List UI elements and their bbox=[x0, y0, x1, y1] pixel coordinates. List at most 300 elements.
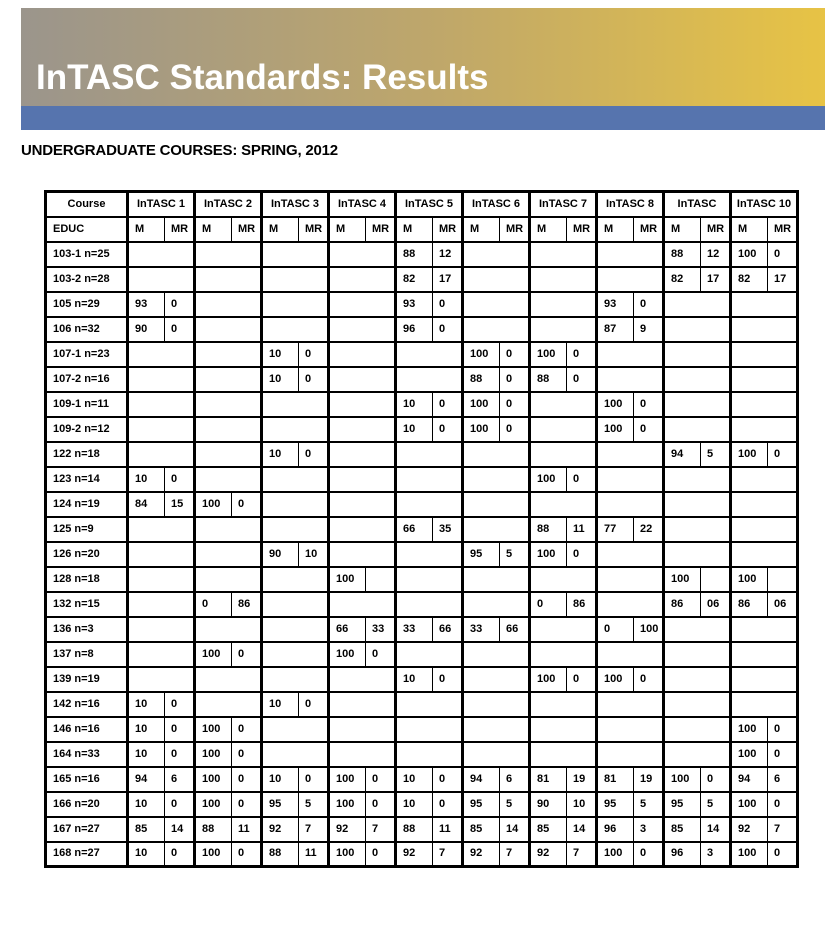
m-cell: 100 bbox=[597, 667, 634, 692]
empty-cell bbox=[463, 467, 530, 492]
page-title: InTASC Standards: Results bbox=[36, 58, 489, 97]
mr-cell bbox=[768, 567, 798, 592]
empty-cell bbox=[329, 417, 396, 442]
m-cell: 94 bbox=[128, 767, 165, 792]
empty-cell bbox=[530, 317, 597, 342]
mr-cell: 11 bbox=[232, 817, 262, 842]
empty-cell bbox=[195, 342, 262, 367]
empty-cell bbox=[597, 492, 664, 517]
empty-cell bbox=[597, 442, 664, 467]
course-cell: 168 n=27 bbox=[46, 842, 128, 867]
mr-subheader: MR bbox=[299, 217, 329, 242]
course-cell: 125 n=9 bbox=[46, 517, 128, 542]
course-cell: 103-2 n=28 bbox=[46, 267, 128, 292]
mr-cell: 0 bbox=[165, 292, 195, 317]
table-row bbox=[46, 792, 798, 817]
table-row bbox=[46, 417, 798, 442]
empty-cell bbox=[195, 617, 262, 642]
mr-cell: 6 bbox=[500, 767, 530, 792]
header-row-groups bbox=[46, 192, 798, 217]
m-cell: 96 bbox=[396, 317, 433, 342]
mr-cell: 06 bbox=[768, 592, 798, 617]
empty-cell bbox=[731, 667, 798, 692]
empty-cell bbox=[262, 492, 329, 517]
empty-cell bbox=[664, 292, 731, 317]
mr-cell: 7 bbox=[433, 842, 463, 867]
empty-cell bbox=[530, 417, 597, 442]
course-cell: 109-2 n=12 bbox=[46, 417, 128, 442]
mr-subheader: MR bbox=[165, 217, 195, 242]
table-row bbox=[46, 542, 798, 567]
m-cell: 10 bbox=[262, 342, 299, 367]
mr-cell: 0 bbox=[232, 492, 262, 517]
course-cell: 139 n=19 bbox=[46, 667, 128, 692]
m-cell: 94 bbox=[731, 767, 768, 792]
empty-cell bbox=[664, 342, 731, 367]
m-cell: 100 bbox=[195, 767, 232, 792]
m-cell: 100 bbox=[195, 642, 232, 667]
m-cell: 100 bbox=[731, 792, 768, 817]
m-cell: 10 bbox=[262, 367, 299, 392]
m-cell: 92 bbox=[262, 817, 299, 842]
empty-cell bbox=[463, 292, 530, 317]
mr-cell: 11 bbox=[299, 842, 329, 867]
empty-cell bbox=[195, 267, 262, 292]
empty-cell bbox=[463, 517, 530, 542]
mr-cell: 0 bbox=[768, 442, 798, 467]
m-cell: 100 bbox=[329, 842, 366, 867]
empty-cell bbox=[664, 467, 731, 492]
empty-cell bbox=[731, 492, 798, 517]
empty-cell bbox=[597, 542, 664, 567]
empty-cell bbox=[329, 717, 396, 742]
empty-cell bbox=[396, 742, 463, 767]
m-cell: 93 bbox=[597, 292, 634, 317]
empty-cell bbox=[664, 717, 731, 742]
table-row bbox=[46, 642, 798, 667]
table-row bbox=[46, 317, 798, 342]
empty-cell bbox=[664, 367, 731, 392]
mr-cell: 0 bbox=[768, 717, 798, 742]
mr-cell: 100 bbox=[634, 617, 664, 642]
empty-cell bbox=[262, 267, 329, 292]
mr-cell: 0 bbox=[634, 392, 664, 417]
banner-accent-bar bbox=[21, 106, 825, 130]
mr-cell: 9 bbox=[634, 317, 664, 342]
empty-cell bbox=[195, 517, 262, 542]
mr-cell: 0 bbox=[165, 717, 195, 742]
mr-cell: 0 bbox=[299, 367, 329, 392]
group-header: InTASC 5 bbox=[396, 192, 463, 217]
mr-cell: 0 bbox=[567, 467, 597, 492]
mr-cell: 0 bbox=[768, 742, 798, 767]
mr-cell: 14 bbox=[500, 817, 530, 842]
empty-cell bbox=[664, 642, 731, 667]
mr-cell: 66 bbox=[500, 617, 530, 642]
mr-cell: 19 bbox=[634, 767, 664, 792]
empty-cell bbox=[597, 342, 664, 367]
empty-cell bbox=[329, 292, 396, 317]
empty-cell bbox=[329, 542, 396, 567]
course-cell: 166 n=20 bbox=[46, 792, 128, 817]
m-cell: 100 bbox=[463, 342, 500, 367]
empty-cell bbox=[664, 492, 731, 517]
table-row bbox=[46, 442, 798, 467]
m-subheader: M bbox=[731, 217, 768, 242]
empty-cell bbox=[195, 667, 262, 692]
empty-cell bbox=[731, 467, 798, 492]
empty-cell bbox=[396, 367, 463, 392]
mr-subheader: MR bbox=[768, 217, 798, 242]
mr-cell: 5 bbox=[701, 442, 731, 467]
m-cell: 100 bbox=[597, 842, 634, 867]
empty-cell bbox=[597, 592, 664, 617]
mr-cell: 35 bbox=[433, 517, 463, 542]
m-cell: 10 bbox=[396, 392, 433, 417]
m-cell: 85 bbox=[463, 817, 500, 842]
course-subheader: EDUC bbox=[46, 217, 128, 242]
mr-cell: 10 bbox=[567, 792, 597, 817]
empty-cell bbox=[128, 517, 195, 542]
table-row bbox=[46, 342, 798, 367]
mr-cell bbox=[701, 567, 731, 592]
m-cell: 10 bbox=[128, 692, 165, 717]
empty-cell bbox=[731, 342, 798, 367]
empty-cell bbox=[329, 667, 396, 692]
header-row-subcolumns bbox=[46, 217, 798, 242]
course-cell: 123 n=14 bbox=[46, 467, 128, 492]
m-cell: 95 bbox=[262, 792, 299, 817]
empty-cell bbox=[731, 617, 798, 642]
mr-cell: 6 bbox=[768, 767, 798, 792]
m-cell: 95 bbox=[597, 792, 634, 817]
m-cell: 92 bbox=[530, 842, 567, 867]
m-cell: 85 bbox=[530, 817, 567, 842]
empty-cell bbox=[530, 292, 597, 317]
mr-cell: 0 bbox=[232, 717, 262, 742]
m-subheader: M bbox=[396, 217, 433, 242]
mr-cell: 7 bbox=[567, 842, 597, 867]
m-cell: 10 bbox=[128, 842, 165, 867]
empty-cell bbox=[664, 742, 731, 767]
m-cell: 82 bbox=[664, 267, 701, 292]
mr-cell: 0 bbox=[567, 667, 597, 692]
empty-cell bbox=[128, 592, 195, 617]
m-subheader: M bbox=[329, 217, 366, 242]
mr-cell: 0 bbox=[567, 342, 597, 367]
m-cell: 100 bbox=[597, 392, 634, 417]
m-cell: 100 bbox=[329, 642, 366, 667]
empty-cell bbox=[530, 492, 597, 517]
group-header: InTASC bbox=[664, 192, 731, 217]
empty-cell bbox=[128, 617, 195, 642]
m-cell: 93 bbox=[396, 292, 433, 317]
course-cell: 124 n=19 bbox=[46, 492, 128, 517]
empty-cell bbox=[195, 467, 262, 492]
empty-cell bbox=[530, 642, 597, 667]
empty-cell bbox=[195, 442, 262, 467]
m-cell: 88 bbox=[396, 817, 433, 842]
table-row bbox=[46, 817, 798, 842]
mr-cell: 33 bbox=[366, 617, 396, 642]
m-cell: 92 bbox=[396, 842, 433, 867]
course-cell: 132 n=15 bbox=[46, 592, 128, 617]
mr-cell: 5 bbox=[299, 792, 329, 817]
empty-cell bbox=[597, 567, 664, 592]
m-cell: 10 bbox=[128, 742, 165, 767]
course-cell: 107-1 n=23 bbox=[46, 342, 128, 367]
mr-subheader: MR bbox=[634, 217, 664, 242]
empty-cell bbox=[597, 642, 664, 667]
m-cell: 92 bbox=[329, 817, 366, 842]
empty-cell bbox=[463, 267, 530, 292]
mr-cell: 11 bbox=[567, 517, 597, 542]
mr-cell: 0 bbox=[634, 417, 664, 442]
m-cell: 96 bbox=[597, 817, 634, 842]
table-row bbox=[46, 467, 798, 492]
empty-cell bbox=[128, 442, 195, 467]
empty-cell bbox=[396, 542, 463, 567]
mr-cell: 12 bbox=[433, 242, 463, 267]
mr-cell bbox=[366, 567, 396, 592]
empty-cell bbox=[329, 267, 396, 292]
m-cell: 88 bbox=[664, 242, 701, 267]
m-cell: 100 bbox=[731, 242, 768, 267]
mr-cell: 5 bbox=[500, 542, 530, 567]
mr-cell: 0 bbox=[366, 792, 396, 817]
empty-cell bbox=[262, 417, 329, 442]
mr-cell: 17 bbox=[768, 267, 798, 292]
empty-cell bbox=[262, 392, 329, 417]
m-cell: 92 bbox=[463, 842, 500, 867]
empty-cell bbox=[396, 467, 463, 492]
course-cell: 103-1 n=25 bbox=[46, 242, 128, 267]
mr-cell: 86 bbox=[232, 592, 262, 617]
m-cell: 100 bbox=[731, 742, 768, 767]
mr-cell: 0 bbox=[232, 842, 262, 867]
m-subheader: M bbox=[262, 217, 299, 242]
m-cell: 10 bbox=[262, 442, 299, 467]
course-cell: 126 n=20 bbox=[46, 542, 128, 567]
mr-cell: 10 bbox=[299, 542, 329, 567]
empty-cell bbox=[463, 692, 530, 717]
m-cell: 88 bbox=[530, 517, 567, 542]
empty-cell bbox=[463, 442, 530, 467]
mr-cell: 0 bbox=[567, 367, 597, 392]
empty-cell bbox=[329, 367, 396, 392]
mr-cell: 7 bbox=[366, 817, 396, 842]
table-row bbox=[46, 742, 798, 767]
empty-cell bbox=[128, 667, 195, 692]
m-cell: 94 bbox=[463, 767, 500, 792]
mr-cell: 14 bbox=[567, 817, 597, 842]
mr-cell: 0 bbox=[366, 642, 396, 667]
mr-cell: 66 bbox=[433, 617, 463, 642]
empty-cell bbox=[664, 542, 731, 567]
m-cell: 100 bbox=[463, 392, 500, 417]
m-cell: 100 bbox=[664, 767, 701, 792]
m-subheader: M bbox=[664, 217, 701, 242]
empty-cell bbox=[664, 417, 731, 442]
group-header: InTASC 1 bbox=[128, 192, 195, 217]
empty-cell bbox=[597, 267, 664, 292]
empty-cell bbox=[128, 642, 195, 667]
empty-cell bbox=[396, 592, 463, 617]
mr-cell: 0 bbox=[500, 417, 530, 442]
m-cell: 93 bbox=[128, 292, 165, 317]
m-cell: 100 bbox=[195, 792, 232, 817]
table-row bbox=[46, 492, 798, 517]
group-header: InTASC 3 bbox=[262, 192, 329, 217]
m-cell: 100 bbox=[329, 792, 366, 817]
m-cell: 10 bbox=[262, 692, 299, 717]
course-cell: 146 n=16 bbox=[46, 717, 128, 742]
group-header: InTASC 4 bbox=[329, 192, 396, 217]
mr-cell: 0 bbox=[768, 242, 798, 267]
m-cell: 100 bbox=[731, 717, 768, 742]
m-cell: 100 bbox=[195, 842, 232, 867]
empty-cell bbox=[463, 667, 530, 692]
mr-cell: 7 bbox=[768, 817, 798, 842]
course-cell: 164 n=33 bbox=[46, 742, 128, 767]
empty-cell bbox=[396, 342, 463, 367]
m-cell: 88 bbox=[396, 242, 433, 267]
empty-cell bbox=[329, 242, 396, 267]
mr-cell: 5 bbox=[701, 792, 731, 817]
mr-cell: 0 bbox=[500, 392, 530, 417]
empty-cell bbox=[731, 292, 798, 317]
mr-cell: 5 bbox=[500, 792, 530, 817]
empty-cell bbox=[329, 317, 396, 342]
empty-cell bbox=[463, 742, 530, 767]
mr-cell: 6 bbox=[165, 767, 195, 792]
empty-cell bbox=[731, 367, 798, 392]
m-cell: 66 bbox=[396, 517, 433, 542]
m-cell: 88 bbox=[463, 367, 500, 392]
empty-cell bbox=[128, 342, 195, 367]
mr-cell: 0 bbox=[433, 317, 463, 342]
m-cell: 0 bbox=[195, 592, 232, 617]
m-cell: 95 bbox=[463, 542, 500, 567]
mr-cell: 14 bbox=[701, 817, 731, 842]
mr-cell: 0 bbox=[299, 442, 329, 467]
mr-cell: 0 bbox=[433, 417, 463, 442]
table-row bbox=[46, 567, 798, 592]
mr-cell: 0 bbox=[232, 642, 262, 667]
empty-cell bbox=[396, 442, 463, 467]
mr-cell: 0 bbox=[299, 692, 329, 717]
results-table-head bbox=[46, 192, 798, 242]
course-cell: 128 n=18 bbox=[46, 567, 128, 592]
mr-cell: 86 bbox=[567, 592, 597, 617]
mr-cell: 0 bbox=[500, 342, 530, 367]
m-cell: 100 bbox=[664, 567, 701, 592]
course-cell: 107-2 n=16 bbox=[46, 367, 128, 392]
mr-cell: 0 bbox=[634, 842, 664, 867]
mr-cell: 0 bbox=[232, 742, 262, 767]
empty-cell bbox=[195, 542, 262, 567]
empty-cell bbox=[597, 717, 664, 742]
course-cell: 106 n=32 bbox=[46, 317, 128, 342]
empty-cell bbox=[664, 392, 731, 417]
empty-cell bbox=[329, 692, 396, 717]
empty-cell bbox=[731, 417, 798, 442]
empty-cell bbox=[463, 717, 530, 742]
m-cell: 100 bbox=[530, 342, 567, 367]
empty-cell bbox=[396, 567, 463, 592]
empty-cell bbox=[731, 692, 798, 717]
mr-cell: 14 bbox=[165, 817, 195, 842]
mr-cell: 19 bbox=[567, 767, 597, 792]
empty-cell bbox=[128, 567, 195, 592]
empty-cell bbox=[329, 592, 396, 617]
table-row bbox=[46, 767, 798, 792]
mr-cell: 0 bbox=[567, 542, 597, 567]
course-column-header: Course bbox=[67, 197, 106, 210]
empty-cell bbox=[530, 567, 597, 592]
mr-cell: 0 bbox=[366, 842, 396, 867]
empty-cell bbox=[262, 317, 329, 342]
mr-cell: 0 bbox=[433, 667, 463, 692]
mr-cell: 06 bbox=[701, 592, 731, 617]
empty-cell bbox=[195, 367, 262, 392]
empty-cell bbox=[128, 242, 195, 267]
empty-cell bbox=[195, 292, 262, 317]
table-row bbox=[46, 717, 798, 742]
mr-cell: 0 bbox=[165, 742, 195, 767]
mr-subheader: MR bbox=[232, 217, 262, 242]
m-cell: 10 bbox=[396, 792, 433, 817]
m-cell: 100 bbox=[195, 717, 232, 742]
empty-cell bbox=[463, 317, 530, 342]
empty-cell bbox=[396, 717, 463, 742]
m-cell: 10 bbox=[128, 792, 165, 817]
m-cell: 0 bbox=[530, 592, 567, 617]
m-cell: 100 bbox=[463, 417, 500, 442]
course-cell: 142 n=16 bbox=[46, 692, 128, 717]
empty-cell bbox=[731, 542, 798, 567]
m-cell: 88 bbox=[530, 367, 567, 392]
empty-cell bbox=[664, 692, 731, 717]
empty-cell bbox=[195, 692, 262, 717]
m-subheader: M bbox=[530, 217, 567, 242]
m-cell: 33 bbox=[396, 617, 433, 642]
m-cell: 100 bbox=[530, 667, 567, 692]
results-table bbox=[44, 190, 799, 868]
mr-cell: 7 bbox=[299, 817, 329, 842]
empty-cell bbox=[463, 492, 530, 517]
m-cell: 85 bbox=[128, 817, 165, 842]
course-cell: 167 n=27 bbox=[46, 817, 128, 842]
mr-cell: 15 bbox=[165, 492, 195, 517]
empty-cell bbox=[128, 267, 195, 292]
m-subheader: M bbox=[463, 217, 500, 242]
m-cell: 100 bbox=[195, 492, 232, 517]
course-cell: 137 n=8 bbox=[46, 642, 128, 667]
group-header: InTASC 10 bbox=[731, 192, 798, 217]
empty-cell bbox=[530, 692, 597, 717]
empty-cell bbox=[731, 642, 798, 667]
empty-cell bbox=[463, 642, 530, 667]
empty-cell bbox=[664, 517, 731, 542]
title-banner bbox=[21, 8, 825, 106]
mr-cell: 17 bbox=[701, 267, 731, 292]
m-cell: 100 bbox=[530, 542, 567, 567]
mr-cell: 0 bbox=[165, 792, 195, 817]
empty-cell bbox=[597, 367, 664, 392]
m-cell: 90 bbox=[128, 317, 165, 342]
empty-cell bbox=[396, 692, 463, 717]
